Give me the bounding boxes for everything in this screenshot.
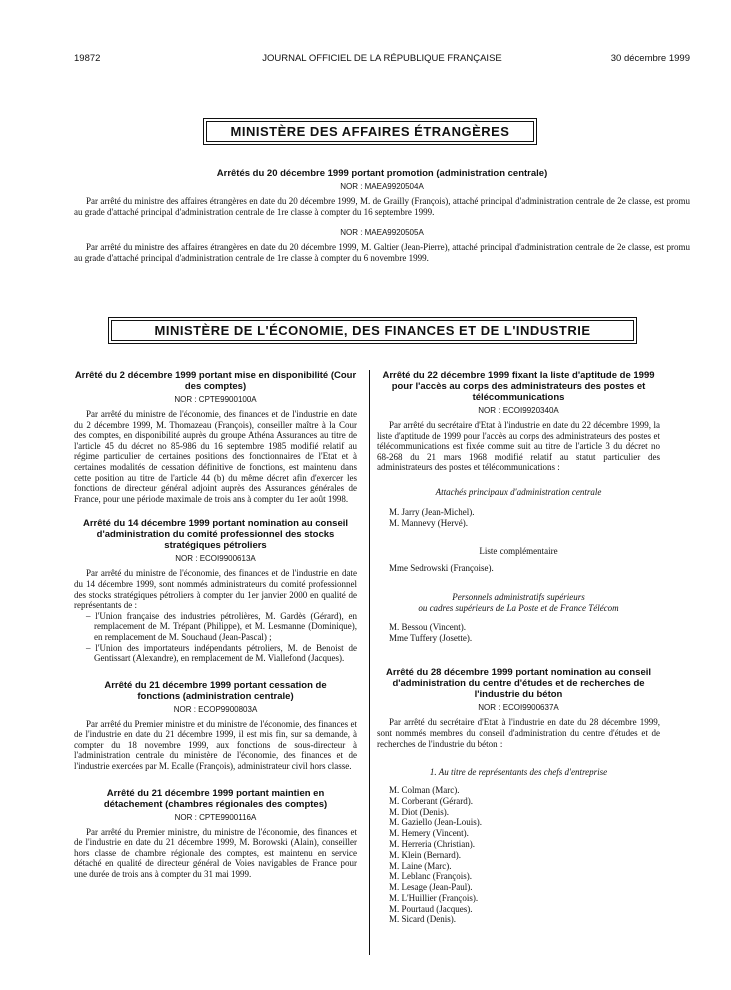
- name-entry: Mme Sedrowski (Françoise).: [389, 563, 494, 574]
- name-entry: M. Bessou (Vincent).: [389, 621, 466, 632]
- subheading: Personnels administratifs supérieurs: [452, 592, 585, 603]
- name-entry: M. Laine (Marc).: [389, 860, 452, 871]
- name-entry: M. Colman (Marc).: [389, 784, 460, 795]
- nor-reference: NOR : ECOI9900613A: [175, 554, 256, 564]
- name-entry: M. Hemery (Vincent).: [389, 828, 469, 839]
- name-entry: M. Diot (Denis).: [389, 806, 449, 817]
- ministry-title: MINISTÈRE DES AFFAIRES ÉTRANGÈRES: [206, 121, 534, 142]
- names-list: [377, 785, 660, 925]
- nor-reference: NOR : MAEA9920504A: [340, 182, 424, 191]
- name-entry: Mme Tuffery (Josette).: [389, 632, 473, 643]
- left-column: [74, 370, 357, 880]
- name-entry: M. L'Huillier (François).: [389, 892, 479, 903]
- names-list: [377, 507, 660, 529]
- article-heading: Arrêté du 21 décembre 1999 portant cessation de fonctions (administration centrale): [104, 679, 327, 702]
- name-entry: M. Herreria (Christian).: [389, 838, 475, 849]
- nor-reference: NOR : MAEA9920505A: [340, 228, 424, 238]
- names-list: [377, 563, 660, 574]
- article-maintien-detachement: [74, 788, 357, 880]
- page-number: 19872: [74, 53, 101, 64]
- list-item: – l'Union des importateurs indépendants pétroliers, M. de Benoist de Gentissart (Alexandre), en remplacement de M. Viallefond (Jacques).: [86, 642, 357, 664]
- paragraph: Par arrêté du Premier ministre, du ministre de l'économie, des finances et de l'industrie en date du 21 décembre 1999, M. Borowski (Alain), conseiller hors classe de chambre régionale des comptes, est maintenu en service détaché en qualité de directeur général de Voies navigables de France pour une durée de trois ans à compter du 31 mai 1999.: [74, 826, 357, 880]
- journal-title: JOURNAL OFFICIEL DE LA RÉPUBLIQUE FRANÇAISE: [262, 53, 502, 64]
- article-heading: Arrêté du 22 décembre 1999 fixant la liste d'aptitude de 1999 pour l'accès au corps des administrateurs des postes et télécommunications: [382, 370, 655, 403]
- paragraph: Par arrêté du Premier ministre et du ministre de l'économie, des finances et de l'industrie en date du 21 décembre 1999, il est mis fin, sur sa demande, à compter du 18 novembre 1999, aux fonctions de sous-directeur à l'administration centrale du ministère de l'économie, des finances et de l'industrie exercées par M. Ecalle (François), administrateur civil hors classe.: [74, 718, 357, 772]
- nor-reference: NOR : CPTE9900100A: [174, 395, 257, 404]
- right-column: [377, 370, 660, 925]
- name-entry: M. Gaziello (Jean-Louis).: [389, 817, 482, 828]
- paragraph: Par arrêté du ministre des affaires étrangères en date du 20 décembre 1999, M. Galtier (Jean-Pierre), attaché principal d'administration centrale de 2e classe, est promu au grade d'attaché principal d'administration centrale de 1re classe à compter du 6 novembre 1999.: [74, 242, 690, 263]
- article-mise-en-disponibilite: [74, 370, 357, 504]
- article-liste-aptitude: [377, 370, 660, 643]
- ministry-title: MINISTÈRE DE L'ÉCONOMIE, DES FINANCES ET DE L'INDUSTRIE: [111, 320, 634, 341]
- article-heading: Arrêté du 2 décembre 1999 portant mise en disponibilité (Cour des comptes): [74, 370, 357, 392]
- section-heading: Arrêtés du 20 décembre 1999 portant promotion (administration centrale): [216, 168, 548, 179]
- ministry-box-economie: [108, 317, 637, 344]
- column-divider: [369, 370, 370, 955]
- names-list: [377, 622, 660, 644]
- list-item: – l'Union française des industries pétrolières, M. Gardès (Gérard), en remplacement de M. Trépant (Philippe), et M. Lesmanne (Dominique), en remplacement de M. Souchaud (Jean-Pascal) ;: [86, 610, 357, 642]
- nor-reference: NOR : CPTE9900116A: [174, 812, 257, 822]
- name-entry: M. Jarry (Jean-Michel).: [389, 506, 475, 517]
- issue-date: 30 décembre 1999: [610, 53, 690, 64]
- name-entry: M. Sicard (Denis).: [389, 914, 456, 925]
- name-entry: M. Lesage (Jean-Paul).: [389, 882, 473, 893]
- ministry-box-affaires-etrangeres: [203, 118, 537, 145]
- article-cessation-fonctions: [74, 680, 357, 772]
- name-entry: M. Mannevy (Hervé).: [389, 517, 468, 528]
- paragraph: Par arrêté du secrétaire d'Etat à l'industrie en date du 28 décembre 1999, sont nommés membres du conseil d'administration du centre d'études et de recherches de l'industrie du béton :: [377, 717, 660, 749]
- subheading: 1. Au titre de représentants des chefs d'entreprise: [429, 767, 608, 778]
- subheading: Liste complémentaire: [479, 546, 558, 557]
- name-entry: M. Klein (Bernard).: [389, 849, 461, 860]
- section-affaires-etrangeres: [74, 168, 690, 263]
- article-heading: Arrêté du 21 décembre 1999 portant maintien en détachement (chambres régionales des comptes): [103, 787, 328, 810]
- name-entry: M. Corberant (Gérard).: [389, 795, 473, 806]
- name-entry: M. Leblanc (François).: [389, 871, 472, 882]
- subheading: ou cadres supérieurs de La Poste et de France Télécom: [418, 602, 619, 613]
- nor-reference: NOR : ECOI9900637A: [478, 703, 559, 713]
- name-entry: M. Pourtaud (Jacques).: [389, 903, 473, 914]
- article-heading: Arrêté du 14 décembre 1999 portant nomination au conseil d'administration du comité professionnel des stocks stratégiques pétroliers: [82, 518, 349, 552]
- subheading: Attachés principaux d'administration centrale: [435, 486, 602, 497]
- paragraph: Par arrêté du ministre de l'économie, des finances et de l'industrie en date du 14 décembre 1999, sont nommés administrateurs du comité professionnel des stocks stratégiques pétroliers à compter du 1er janvier 2000 en qualité de représentants de :: [74, 568, 357, 611]
- nor-reference: NOR : ECOI9920340A: [478, 406, 559, 415]
- paragraph: Par arrêté du ministre des affaires étrangères en date du 20 décembre 1999, M. de Grailly (François), attaché principal d'administration centrale de 2e classe, est promu au grade d'attaché principal d'administration centrale de 1re classe à compter du 16 septembre 1999.: [74, 196, 690, 217]
- article-nomination-stocks-petroliers: [74, 518, 357, 663]
- paragraph: Par arrêté du ministre de l'économie, des finances et de l'industrie en date du 2 décembre 1999, M. Thomazeau (François), conseiller maître à la Cour des comptes, en disponibilité auprès du groupe Athéna Assurances au titre de l'article 45 du décret no 85-986 du 16 septembre 1985 modifié relatif au régime particulier de certaines positions des fonctionnaires de l'Etat et à certaines modalités de cessation définitive de fonctions, est maintenu dans cette position au titre de l'article 44 (b) du même décret afin d'exercer les fonctions de directeur général adjoint auprès des Assurances générales de France, pour une période maximale de trois ans à compter du 1er août 1998.: [74, 409, 357, 504]
- nor-reference: NOR : ECOP9900803A: [173, 704, 258, 714]
- article-nomination-beton: [377, 667, 660, 925]
- article-heading: Arrêté du 28 décembre 1999 portant nomination au conseil d'administration du centre d'études et de recherches de l'industrie du béton: [385, 667, 652, 701]
- representatives-list: [74, 611, 357, 664]
- paragraph: Par arrêté du secrétaire d'Etat à l'industrie en date du 22 décembre 1999, la liste d'aptitude de 1999 pour l'accès au corps des administrateurs des postes et télécommunications est fixée comme suit au titre de l'article 3 du décret no 68-268 du 21 mars 1968 modifié relatif au statut particulier des administrateurs des postes et télécommunications :: [377, 420, 660, 473]
